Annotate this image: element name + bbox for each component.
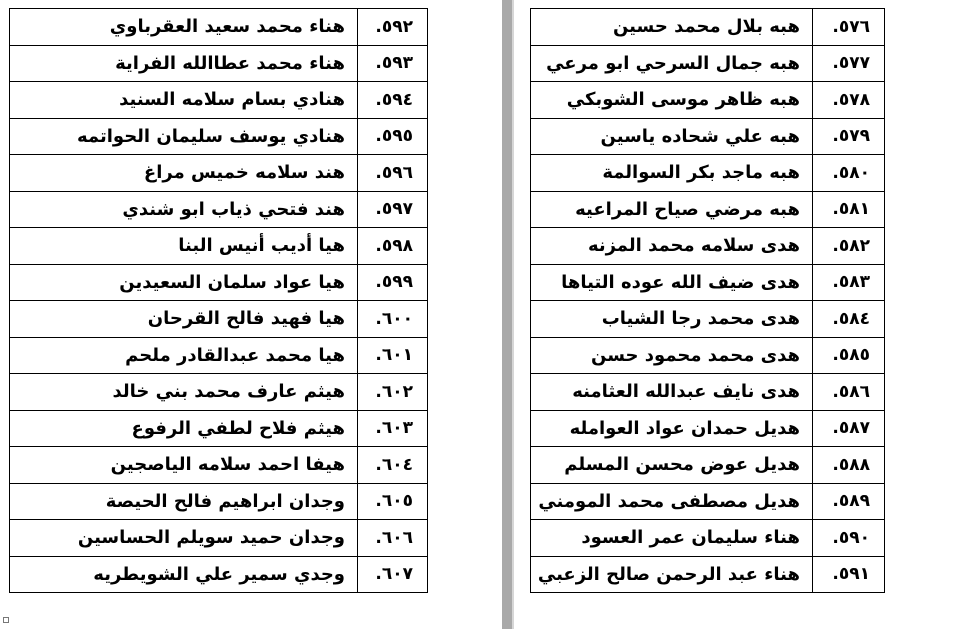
row-number: ٥٨٣. [813, 264, 885, 301]
row-number: ٥٩٣. [358, 45, 428, 82]
row-number: ٥٨٥. [813, 337, 885, 374]
right-page [517, 0, 964, 629]
table-row [531, 45, 885, 82]
row-number: ٥٨٧. [813, 410, 885, 447]
row-number: ٦٠٠. [358, 301, 428, 338]
table-row [10, 410, 428, 447]
person-name: هيا فهيد فالح القرحان [10, 301, 358, 338]
table-row [10, 483, 428, 520]
row-number: ٥٩٠. [813, 520, 885, 557]
table-row [531, 410, 885, 447]
table-row [531, 191, 885, 228]
person-name: هيثم عارف محمد بني خالد [10, 374, 358, 411]
table-row [531, 374, 885, 411]
row-number: ٥٩٤. [358, 82, 428, 119]
person-name: هناء عبد الرحمن صالح الزعبي [531, 556, 813, 593]
table-row [531, 264, 885, 301]
table-row [10, 520, 428, 557]
table-row [10, 447, 428, 484]
person-name: هبه مرضي صياح المراعيه [531, 191, 813, 228]
table-row [531, 301, 885, 338]
person-name: هبه ماجد بكر السوالمة [531, 155, 813, 192]
table-row [531, 337, 885, 374]
row-number: ٦٠٥. [358, 483, 428, 520]
person-name: هديل مصطفى محمد المومني [531, 483, 813, 520]
table-row [10, 118, 428, 155]
table-row [10, 45, 428, 82]
table-row [531, 82, 885, 119]
table-row [10, 228, 428, 265]
corner-marker [3, 617, 9, 623]
row-number: ٥٧٩. [813, 118, 885, 155]
row-number: ٥٨٩. [813, 483, 885, 520]
row-number: ٥٨٨. [813, 447, 885, 484]
table-row [531, 520, 885, 557]
row-number: ٥٩٩. [358, 264, 428, 301]
person-name: هيا أديب أنيس البنا [10, 228, 358, 265]
row-number: ٦٠٤. [358, 447, 428, 484]
person-name: هناء محمد سعيد العقرباوي [10, 9, 358, 46]
row-number: ٥٨٤. [813, 301, 885, 338]
person-name: وجدان حميد سويلم الحساسين [10, 520, 358, 557]
person-name: هنادي يوسف سليمان الحواتمه [10, 118, 358, 155]
table-row [531, 9, 885, 46]
table-row [10, 374, 428, 411]
row-number: ٥٩٨. [358, 228, 428, 265]
person-name: هند فتحي ذياب ابو شندي [10, 191, 358, 228]
person-name: هدى محمد محمود حسن [531, 337, 813, 374]
left-page [0, 0, 455, 629]
row-number: ٥٧٨. [813, 82, 885, 119]
person-name: هند سلامه خميس مراغ [10, 155, 358, 192]
row-number: ٦٠٦. [358, 520, 428, 557]
table-row [10, 556, 428, 593]
table-row [10, 264, 428, 301]
row-number: ٥٨١. [813, 191, 885, 228]
table-row [10, 191, 428, 228]
person-name: وجدان ابراهيم فالح الحيصة [10, 483, 358, 520]
names-table-left [9, 8, 428, 593]
row-number: ٥٩٥. [358, 118, 428, 155]
person-name: هديل عوض محسن المسلم [531, 447, 813, 484]
row-number: ٦٠٢. [358, 374, 428, 411]
page-gutter [502, 0, 512, 629]
row-number: ٥٩١. [813, 556, 885, 593]
table-row [531, 556, 885, 593]
table-row [531, 447, 885, 484]
table-row [531, 483, 885, 520]
person-name: هدى نايف عبدالله العثامنه [531, 374, 813, 411]
person-name: هديل حمدان عواد العوامله [531, 410, 813, 447]
table-row [10, 155, 428, 192]
person-name: هدى سلامه محمد المزنه [531, 228, 813, 265]
row-number: ٥٩٢. [358, 9, 428, 46]
row-number: ٦٠٧. [358, 556, 428, 593]
row-number: ٥٩٦. [358, 155, 428, 192]
table-row [10, 301, 428, 338]
row-number: ٥٧٧. [813, 45, 885, 82]
person-name: هناء محمد عطاالله الفراية [10, 45, 358, 82]
table-row [10, 337, 428, 374]
table-row [531, 228, 885, 265]
row-number: ٦٠١. [358, 337, 428, 374]
person-name: هبه بلال محمد حسين [531, 9, 813, 46]
table-row [10, 82, 428, 119]
table-row [531, 118, 885, 155]
table-row [10, 9, 428, 46]
row-number: ٥٩٧. [358, 191, 428, 228]
row-number: ٥٧٦. [813, 9, 885, 46]
row-number: ٥٨٠. [813, 155, 885, 192]
person-name: هيا محمد عبدالقادر ملحم [10, 337, 358, 374]
person-name: هبه ظاهر موسى الشوبكي [531, 82, 813, 119]
person-name: وجدي سمير علي الشويطريه [10, 556, 358, 593]
table-row [531, 155, 885, 192]
names-table-right [530, 8, 885, 593]
person-name: هدى محمد رجا الشياب [531, 301, 813, 338]
person-name: هنادي بسام سلامه السنيد [10, 82, 358, 119]
person-name: هيا عواد سلمان السعيدين [10, 264, 358, 301]
person-name: هناء سليمان عمر العسود [531, 520, 813, 557]
person-name: هبه جمال السرحي ابو مرعي [531, 45, 813, 82]
person-name: هبه علي شحاده ياسين [531, 118, 813, 155]
person-name: هيثم فلاح لطفي الرفوع [10, 410, 358, 447]
person-name: هدى ضيف الله عوده التياها [531, 264, 813, 301]
page-gutter-edge [512, 0, 514, 629]
person-name: هيفا احمد سلامه الياصجين [10, 447, 358, 484]
row-number: ٦٠٣. [358, 410, 428, 447]
row-number: ٥٨٢. [813, 228, 885, 265]
row-number: ٥٨٦. [813, 374, 885, 411]
